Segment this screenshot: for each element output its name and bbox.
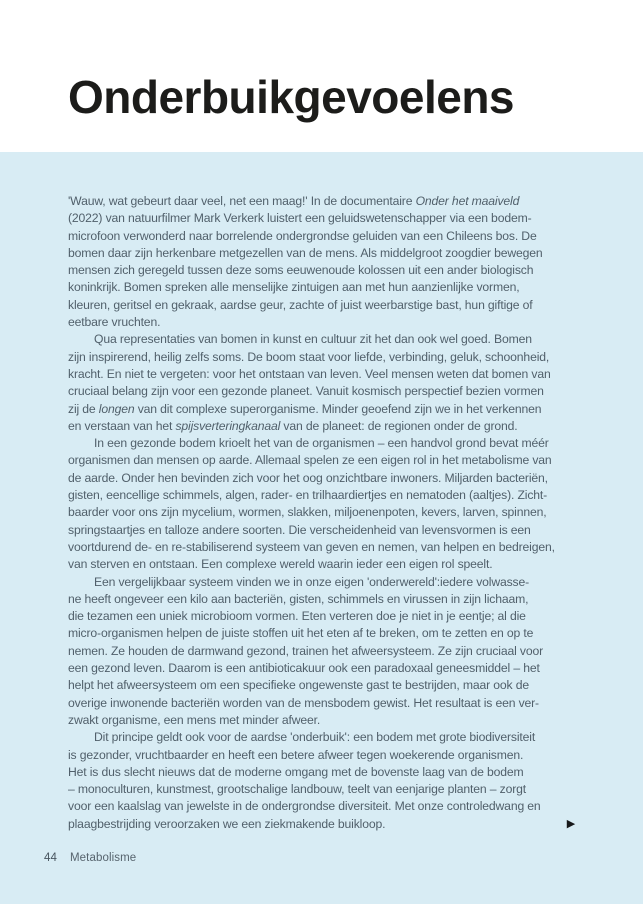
text-line: Dit principe geldt ook voor de aardse 'onderbuik': een bodem met grote biodiversiteit [94,730,536,745]
text-line: helpt het afweersysteem om een specifieke ongewenste gast te bestrijden, maar ook de [68,678,529,693]
text-line: Het is dus slecht nieuws dat de moderne omgang met de bovenste laag van de bodem [68,764,524,779]
text-line: nemen. Ze houden de darmwand gezond, trainen het afweersysteem. Ze zijn cruciaal voor [68,643,544,658]
text-line: organismen dan mensen op aarde. Allemaal spelen ze een eigen rol in het metabolisme van [68,453,552,468]
text-line: is gezonder, vruchtbaarder en heeft een betere afweer tegen woekerende organismen. [68,747,524,762]
paragraph [68,729,580,833]
text-line: van sterven en ontstaan. Een complexe wereld waarin ieder een eigen rol speelt. [68,557,493,572]
text-line: voor een kaalslag van jewelste in de ondergrondse diversiteit. Met onze controledwang en [68,799,541,814]
paragraph [68,331,580,435]
text-line: In een gezonde bodem krioelt het van de organismen – een handvol grond bevat méér [94,436,549,451]
text-line: kleuren, geritsel en gekraak, aardse geur, zachte of juist weerbarstige bast, hun giftige of [68,297,533,312]
page-number: 44 [44,852,57,864]
text-line: Qua representaties van bomen in kunst en cultuur zit het dan ook wel goed. Bomen [94,332,532,347]
text-line: en verstaan van het spijsverteringkanaal van de planeet: de regionen onder de grond. [68,418,518,433]
text-line: zwakt organisme, een mens met minder afweer. [68,712,321,727]
text-line: plaagbestrijding veroorzaken we een ziekmakende buikloop. ▶ [68,816,575,833]
text-line: zij de longen van dit complexe superorganisme. Minder geoefend zijn we in het verkennen [68,401,542,416]
text-line: voortdurend de- en re-stabiliserend systeem van geven en nemen, van helpen en bedreigen, [68,539,555,554]
text-line: mensen zich geregeld tussen deze soms eeuwenoude kolossen uit een ander biologisch [68,263,534,278]
text-line: – monoculturen, kunstmest, grootschalige landbouw, teelt van eenjarige planten – zorgt [68,782,526,797]
text-line: eetbare vruchten. [68,315,161,330]
paragraph [68,574,580,730]
article-body [68,193,580,833]
text-line: springstaartjes en talloze andere soorten. Die verscheidenheid van levensvormen is een [68,522,531,537]
text-line: bomen daar zijn herkenbare metgezellen van de mens. Als middelgroot zoogdier bewegen [68,245,543,260]
text-line: overige inwonende bacteriën worden van de mensbodem gewist. Het resultaat is een ver- [68,695,539,710]
text-line: gisten, eencellige schimmels, algen, rader- en trilhaardiertjes en nematoden (aaltjes). Zicht- [68,488,548,503]
text-line: zijn inspirerend, heilig zelfs soms. De boom staat voor liefde, verbinding, geluk, schoonheid, [68,349,550,364]
text-line: cruciaal belang zijn voor een gezonde planeet. Vanuit kosmisch perspectief bezien vormen [68,384,544,399]
text-line: Een vergelijkbaar systeem vinden we in onze eigen 'onderwereld':iedere volwasse- [94,574,530,589]
continuation-arrow-icon: ▶ [566,817,575,830]
chapter-title: Onderbuikgevoelens [68,71,515,123]
chapter-label: Metabolisme [70,852,137,864]
text-line: een gezond leven. Daarom is een antibioticakuur ook een paradoxaal geneesmiddel – het [68,661,540,676]
text-panel [0,152,643,904]
text-line: die tezamen een uniek microbioom vormen. Eten verteren doe je niet in je eentje; al die [68,609,526,624]
text-line: baarder voor ons zijn mycelium, wormen, slakken, miljoenenpoten, kevers, larven, spinnen, [68,505,547,520]
text-line: koninkrijk. Bomen spreken alle menselijke zintuigen aan met hun aanzienlijke vormen, [68,280,520,295]
paragraph [68,193,580,331]
paragraph [68,435,580,573]
text-line: de aarde. Onder hen bevinden zich voor het oog onzichtbare inwoners. Miljarden bacteriën, [68,470,548,485]
text-line: 'Wauw, wat gebeurt daar veel, net een maag!' In de documentaire Onder het maaiveld [68,194,520,208]
text-line: kracht. En niet te vergeten: voor het ontstaan van leven. Veel mensen weten dat bomen van [68,366,551,381]
text-line: micro-organismen helpen de juiste stoffen uit het eten af te breken, om te zetten en op te [68,626,534,641]
text-line: (2022) van natuurfilmer Mark Verkerk luistert een geluidswetenschapper via een bodem- [68,211,532,226]
page-footer [44,852,136,864]
text-line: ne heeft ongeveer een kilo aan bacteriën, gisten, schimmels en virussen in zijn lichaam, [68,591,529,606]
text-line: microfoon verwonderd naar borrelende ondergrondse geluiden van een Chileens bos. De [68,228,537,243]
